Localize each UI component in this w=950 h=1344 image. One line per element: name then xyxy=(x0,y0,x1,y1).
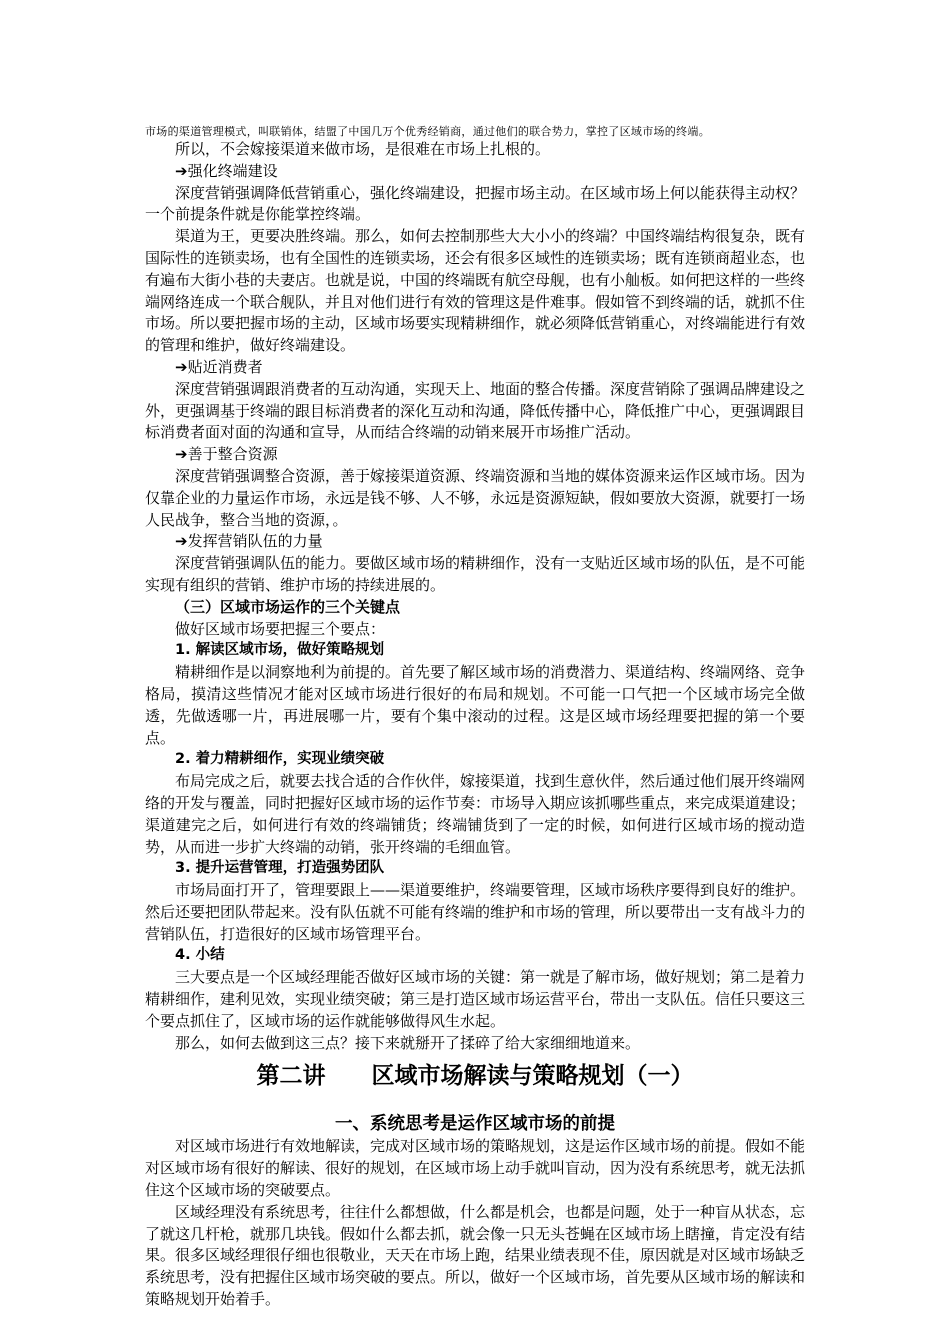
team-paragraph: 深度营销强调队伍的能力。要做区域市场的精耕细作，没有一支贴近区域市场的队伍，是不可能实现有组织的营销、维护市场的持续进展的。 xyxy=(145,554,806,594)
section-3-heading: （三）区域市场运作的三个关键点 xyxy=(175,597,401,616)
point-4-heading: 4. 小结 xyxy=(175,947,225,964)
point-3-heading: 3. 提升运营管理，打造强势团队 xyxy=(175,860,385,877)
summary-paragraph-2: 那么，如何去做到这三点？接下来就掰开了揉碎了给大家细细地道来。 xyxy=(175,1033,641,1052)
lecture-title: 第二讲 区域市场解读与策略规划（一） xyxy=(256,1063,694,1090)
consumer-paragraph: 深度营销强调跟消费者的互动沟通，实现天上、地面的整合传播。深度营销除了强调品牌建设之外，更强调基于终端的跟目标消费者的深化互动和沟通，降低传播中心，降低推广中心，更强调跟目标消费者面对面的沟通和宣导，从而结合终端的动销来展开市场推广活动。 xyxy=(145,379,806,442)
systems-paragraph-1: 对区域市场进行有效地解读，完成对区域市场的策略规划，这是运作区域市场的前提。假如不能对区域市场有很好的解读、很好的规划，在区域市场上动手就叫盲动，因为没有系统思考，就无法抓住这个区域市场的突破要点。 xyxy=(145,1137,806,1200)
point-1-heading: 1. 解读区域市场，做好策略规划 xyxy=(175,642,385,659)
point-1-paragraph: 精耕细作是以洞察地利为前提的。首先要了解区域市场的消费潜力、渠道结构、终端网络、竞争格局，摸清这些情况才能对区域市场进行很好的布局和规划。不可能一口气把一个区域市场完全做透，先做透哪一片，再进展哪一片，要有个集中滚动的过程。这是区域市场经理要把握的第一个要点。 xyxy=(145,663,806,747)
heading-team xyxy=(145,531,805,553)
section-3-intro: 做好区域市场要把握三个要点： xyxy=(175,619,386,638)
systems-paragraph-2: 区域经理没有系统思考，往往什么都想做，什么都是机会，也都是问题，处于一种盲从状态，忘了就这几杆枪，就那几块钱。假如什么都去抓，就会像一只无头苍蝇在区域市场上瞎撞，肯定没有结果。很多区域经理很仔细也很敬业，天天在市场上跑，结果业绩表现不佳，原因就是对区域市场缺乏系统思考，没有把握住区域市场突破的要点。所以，做好一个区域市场，首先要从区域市场的解读和策略规划开始着手。 xyxy=(145,1202,806,1309)
heading-terminal xyxy=(145,161,805,183)
heading-consumer-text: 贴近消费者 xyxy=(187,357,263,376)
arrow-right-icon: ➔ xyxy=(175,532,188,551)
point-2-heading: 2. 着力精耕细作，实现业绩突破 xyxy=(175,751,385,768)
arrow-right-icon: ➔ xyxy=(175,445,188,464)
conclusion-paragraph: 所以，不会嫁接渠道来做市场，是很难在市场上扎根的。 xyxy=(175,140,551,158)
point-2-paragraph: 布局完成之后，就要去找合适的合作伙伴，嫁接渠道，找到生意伙伴，然后通过他们展开终端网络的开发与覆盖，同时把握好区域市场的运作节奏：市场导入期应该抓哪些重点，来完成渠道建设；渠道建完之后，如何进行有效的终端铺货；终端铺货到了一定的时候，如何进行区域市场的搅动造势，从而进一步扩大终端的动销，张开终端的毛细血管。 xyxy=(145,772,806,856)
point-3-paragraph: 市场局面打开了，管理要跟上——渠道要维护，终端要管理，区域市场秩序要得到良好的维护。然后还要把团队带起来。没有队伍就不可能有终端的维护和市场的管理，所以要带出一支有战斗力的营销队伍，打造很好的区域市场管理平台。 xyxy=(145,881,806,943)
summary-paragraph-1: 三大要点是一个区域经理能否做好区域市场的关键：第一就是了解市场，做好规划；第二是着力精耕细作，建利见效，实现业绩突破；第三是打造区域市场运营平台，带出一支队伍。信任只要这三个要点抓住了，区域市场的运作就能够做得风生水起。 xyxy=(145,968,806,1030)
intro-small-text: 市场的渠道管理模式，叫联销体，结盟了中国几万个优秀经销商，通过他们的联合势力，掌控了区域市场的终端。 xyxy=(145,125,710,138)
heading-team-text: 发挥营销队伍的力量 xyxy=(187,532,323,551)
resource-paragraph: 深度营销强调整合资源，善于嫁接渠道资源、终端资源和当地的媒体资源来运作区域市场。因为仅靠企业的力量运作市场，永远是钱不够、人不够，永远是资源短缺，假如要放大资源，就要打一场人民战争，整合当地的资源，。 xyxy=(145,466,806,529)
heading-resource-text: 善于整合资源 xyxy=(187,445,278,464)
arrow-right-icon: ➔ xyxy=(175,357,188,376)
heading-resource xyxy=(145,444,805,466)
heading-consumer xyxy=(145,357,805,379)
terminal-paragraph-1: 深度营销强调降低营销重心，强化终端建设，把握市场主动。在区域市场上何以能获得主动权？一个前提条件就是你能掌控终端。 xyxy=(145,183,806,224)
arrow-right-icon: ➔ xyxy=(175,161,188,180)
section-heading-1: 一、系统思考是运作区域市场的前提 xyxy=(335,1114,615,1135)
terminal-paragraph-2: 渠道为王，更要决胜终端。那么，如何去控制那些大大小小的终端？中国终端结构很复杂，既有国际性的连锁卖场，也有全国性的连锁卖场，还会有很多区域性的连锁卖场；既有连锁商超业态，也有遍布大街小巷的夫妻店。也就是说，中国的终端既有航空母舰，也有小舢板。如何把这样的一些终端网络连成一个联合舰队，并且对他们进行有效的管理这是件难事。假如管不到终端的话，就抓不住市场。所以要把握市场的主动，区域市场要实现精耕细作，就必须降低营销重心，对终端能进行有效的管理和维护，做好终端建设。 xyxy=(145,227,806,355)
heading-terminal-text: 强化终端建设 xyxy=(187,161,278,180)
